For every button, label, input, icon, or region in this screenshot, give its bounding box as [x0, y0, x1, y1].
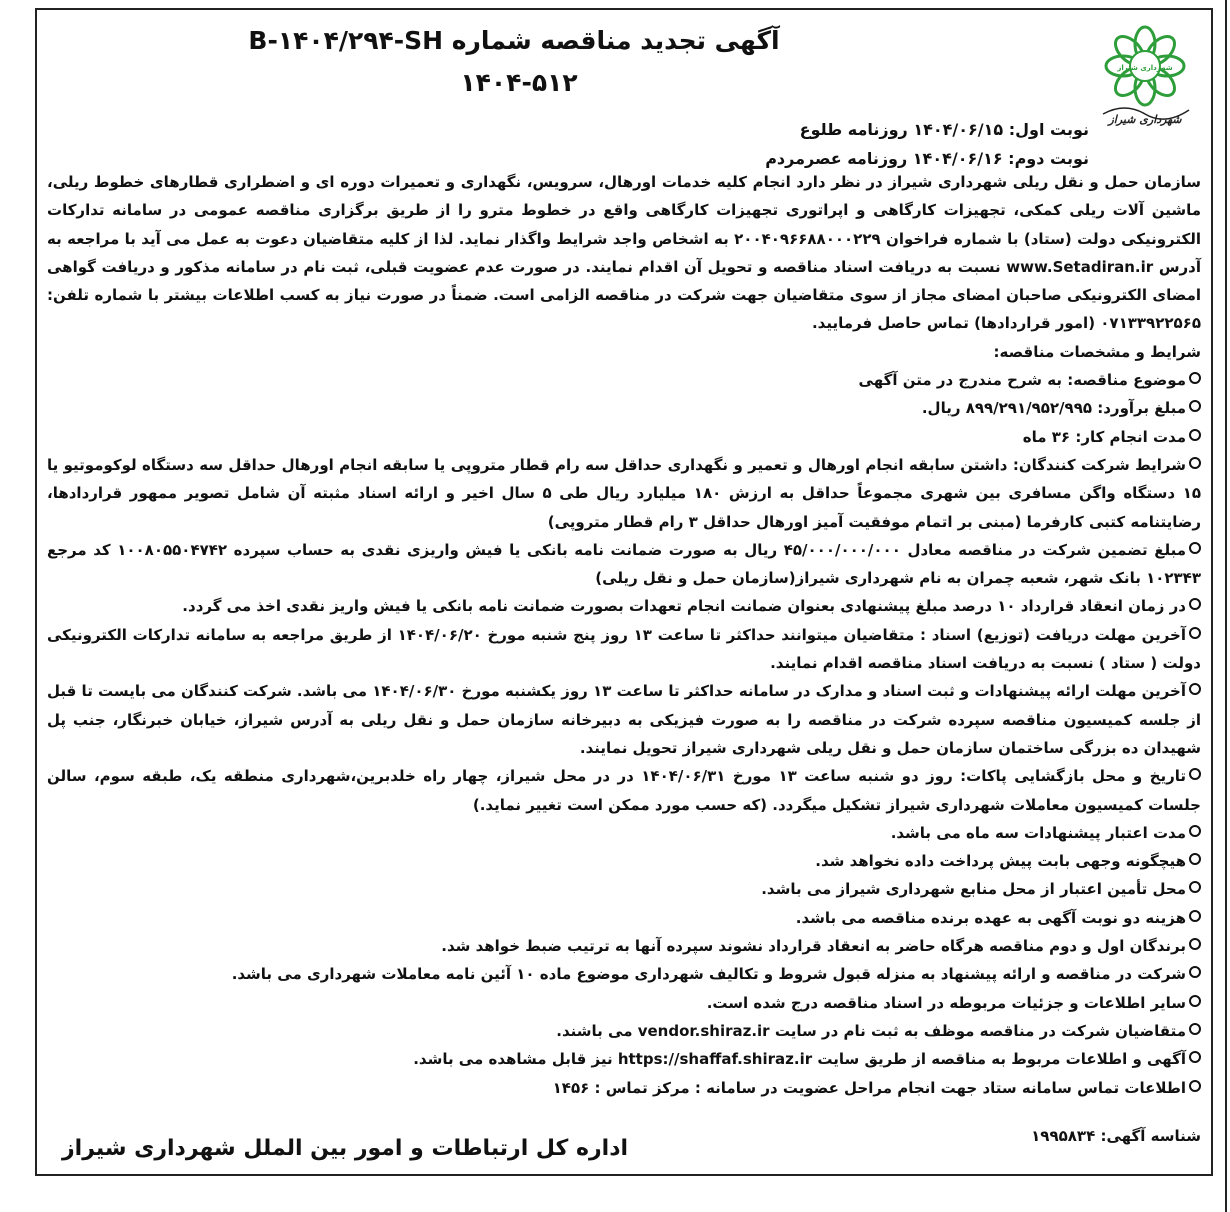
- ad-id: شناسه آگهی: ۱۹۹۵۸۳۴: [1031, 1127, 1201, 1145]
- logo-emblem-text: شهرداری شیراز: [1117, 64, 1173, 72]
- list-item: اطلاعات تماس سامانه ستاد جهت انجام مراحل عضویت در سامانه : مرکز تماس : ۱۴۵۶: [47, 1074, 1201, 1102]
- list-item: هیچگونه وجهی بابت پیش پرداخت داده نخواهد شد.: [47, 847, 1201, 875]
- bullet-icon: [1189, 853, 1201, 865]
- list-item: مدت اعتبار پیشنهادات سه ماه می باشد.: [47, 819, 1201, 847]
- signature: اداره کل ارتباطات و امور بین الملل شهرداری شیراز: [62, 1136, 629, 1161]
- ad-frame: [35, 8, 1213, 1176]
- list-item: در زمان انعقاد قرارداد ۱۰ درصد مبلغ پیشنهادی بعنوان ضمانت انجام تعهدات بصورت ضمانت نامه بانکی یا فیش واریز نقدی اخذ می گردد.: [47, 592, 1201, 620]
- bullet-icon: [1189, 627, 1201, 639]
- bullet-icon: [1189, 1023, 1201, 1035]
- list-item: مبلغ تضمین شرکت در مناقصه معادل ۴۵/۰۰۰/۰۰۰/۰۰۰ ریال به صورت ضمانت نامه بانکی یا فیش واریزی نقدی به حساب سپرده ۱۰۰۸۰۵۵۰۴۷۴۲ کد مرجع ۱۰۲۳۴۳ بانک شهر، شعبه چمران به نام شهرداری شیراز(سازمان حمل و نقل ریلی): [47, 540, 1201, 588]
- bullet-icon: [1189, 542, 1201, 554]
- bullet-icon: [1189, 457, 1201, 469]
- list-item: برندگان اول و دوم مناقصه هرگاه حاضر به انعقاد قرارداد نشوند سپرده آنها به ترتیب ضبط خواهد شد.: [47, 932, 1201, 960]
- list-item: آخرین مهلت ارائه پیشنهادات و ثبت اسناد و مدارک در سامانه حداکثر تا ساعت ۱۳ روز یکشنبه مورخ ۱۴۰۴/۰۶/۳۰ می باشد. شرکت کنندگان می بایست تا قبل از جلسه کمیسیون مناقصه سپرده شرکت در مناقصه را به صورت فیزیکی به دبیرخانه سازمان حمل و نقل ریلی به آدرس شیراز، خیابان خبرنگار، جنب پل شهیدان ده بزرگی ساختمان سازمان حمل و نقل ریلی شهرداری شیراز تحویل نمایند.: [47, 682, 1201, 757]
- bullet-icon: [1189, 881, 1201, 893]
- bullet-icon: [1189, 938, 1201, 950]
- page-right-rule: [1225, 0, 1227, 1212]
- ad-content: [47, 10, 1201, 1174]
- first-publication: نوبت اول: ۱۴۰۴/۰۶/۱۵ روزنامه طلوع: [799, 120, 1089, 139]
- bullet-icon: [1189, 825, 1201, 837]
- list-item: محل تأمین اعتبار از محل منابع شهرداری شیراز می باشد.: [47, 875, 1201, 903]
- bullet-icon: [1189, 995, 1201, 1007]
- list-item: شرایط شرکت کنندگان: داشتن سابقه انجام اورهال و تعمیر و نگهداری حداقل سه رام قطار متروپی یا سابقه انجام اورهال حداقل سه دستگاه لوکوموتیو یا ۱۵ دستگاه واگن مسافری بین شهری مجموعاً حداقل به ارزش ۱۸۰ میلیارد ریال طی ۵ سال اخیر و ارائه اسناد مثبته آن شامل تصویر ممهور قراردادها، رضایتنامه کتبی کارفرما (مبنی بر اتمام موفقیت آمیز اورهال حداقل ۳ رام قطار متروپی): [47, 455, 1201, 531]
- intro-paragraph: سازمان حمل و نقل ریلی شهرداری شیراز در نظر دارد انجام کلیه خدمات اورهال، سرویس، نگهداری و تعمیرات دوره ای و اضطراری قطارهای خطوط ریلی، ماشین آلات ریلی کمکی، تجهیزات کارگاهی و اپراتوری تجهیزات کارگاهی واقع در خطوط مترو را از طریق برگزاری مناقصه عمومی در سامانه تدارکات الکترونیکی دولت (ستاد) با شماره فراخوان ۲۰۰۴۰۹۶۶۸۸۰۰۰۲۲۹ به اشخاص واجد شرایط واگذار نماید. لذا از کلیه متقاضیان دعوت به عمل می آید با مراجعه به آدرس www.Setadiran.ir نسبت به دریافت اسناد مناقصه و تحویل آن اقدام نمایند. در صورت عدم عضویت قبلی، ثبت نام در سامانه مذکور و دریافت گواهی امضای الکترونیکی صاحبان امضای مجاز از سوی متقاضیان جهت شرکت در مناقصه الزامی است. ضمناً در صورت نیاز به کسب اطلاعات بیشتر با شماره تلفن: ۰۷۱۳۳۹۲۲۵۶۵ (امور قراردادها) تماس حاصل فرمایید.: [47, 173, 1201, 333]
- bullet-icon: [1189, 400, 1201, 412]
- conditions-list: [47, 366, 1201, 1102]
- shiraz-municipality-logo: [1095, 22, 1195, 127]
- bullet-icon: [1189, 910, 1201, 922]
- list-item: هزینه دو نوبت آگهی به عهده برنده مناقصه می باشد.: [47, 904, 1201, 932]
- bullet-icon: [1189, 768, 1201, 780]
- logo-caption-text: شهرداری شیراز: [1108, 113, 1182, 126]
- list-item: آخرین مهلت دریافت (توزیع) اسناد : متقاضیان میتوانند حداکثر تا ساعت ۱۳ روز پنج شنبه مورخ ۱۴۰۴/۰۶/۲۰ از طریق مراجعه به سامانه تدارکات الکترونیکی دولت ( ستاد ) نسبت به دریافت اسناد مناقصه اقدام نمایند.: [47, 625, 1201, 673]
- list-item: شرکت در مناقصه و ارائه پیشنهاد به منزله قبول شروط و تکالیف شهرداری موضوع ماده ۱۰ آئین نامه معاملات شهرداری می باشد.: [47, 960, 1201, 988]
- bullet-icon: [1189, 966, 1201, 978]
- bullet-icon: [1189, 429, 1201, 441]
- list-item: مبلغ برآورد: ۸۹۹/۲۹۱/۹۵۲/۹۹۵ ریال.: [47, 394, 1201, 422]
- bullet-icon: [1189, 372, 1201, 384]
- bullet-icon: [1189, 683, 1201, 695]
- list-item: مدت انجام کار: ۳۶ ماه: [47, 423, 1201, 451]
- list-item: موضوع مناقصه: به شرح مندرج در متن آگهی: [47, 366, 1201, 394]
- second-publication: نوبت دوم: ۱۴۰۴/۰۶/۱۶ روزنامه عصرمردم: [765, 149, 1089, 168]
- list-item: متقاضیان شرکت در مناقصه موظف به ثبت نام در سایت vendor.shiraz.ir می باشند.: [47, 1017, 1201, 1045]
- list-item: تاریخ و محل بازگشایی پاکات: روز دو شنبه ساعت ۱۳ مورخ ۱۴۰۴/۰۶/۳۱ در در محل شیراز، چهار راه خلدبرین،شهرداری منطقه یک، طبقه سوم، سالن جلسات کمیسیون معاملات شهرداری شیراز تشکیل میگردد. (که حسب مورد ممکن است تغییر نماید.): [47, 767, 1201, 814]
- bullet-icon: [1189, 1051, 1201, 1063]
- conditions-heading: شرایط و مشخصات مناقصه:: [993, 342, 1201, 361]
- list-item: سایر اطلاعات و جزئیات مربوطه در اسناد مناقصه درج شده است.: [47, 989, 1201, 1017]
- tender-number: ۱۴۰۴-۵۱۲: [460, 68, 578, 97]
- bullet-icon: [1189, 1080, 1201, 1092]
- bullet-icon: [1189, 598, 1201, 610]
- ad-body: [47, 168, 1201, 1102]
- tender-title: آگهی تجدید مناقصه شماره B-۱۴۰۴/۲۹۴-SH: [248, 26, 780, 55]
- list-item: آگهی و اطلاعات مربوط به مناقصه از طریق سایت https://shaffaf.shiraz.ir نیز قابل مشاهده می باشد.: [47, 1045, 1201, 1073]
